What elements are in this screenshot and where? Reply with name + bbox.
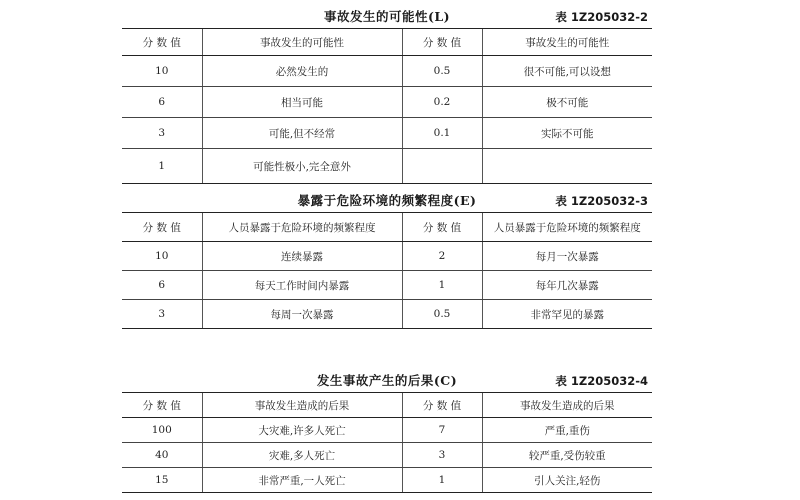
description-cell: 较严重,受伤较重: [482, 443, 652, 468]
score-cell: 3: [402, 443, 482, 468]
header-cell: 分 数 值: [402, 213, 482, 242]
description-cell: 极不可能: [482, 87, 652, 118]
description-cell: 每月一次暴露: [482, 242, 652, 271]
table-caption: [122, 370, 652, 392]
description-cell: 大灾难,许多人死亡: [202, 418, 402, 443]
description-cell: 连续暴露: [202, 242, 402, 271]
table-header-row: [122, 29, 652, 56]
description-cell: 每天工作时间内暴露: [202, 271, 402, 300]
table-row: [122, 418, 652, 443]
score-cell: 1: [402, 271, 482, 300]
table-number: 表 1Z205032-2: [555, 10, 648, 24]
table-row: [122, 56, 652, 87]
description-cell: 可能性极小,完全意外: [202, 149, 402, 184]
table-title: 事故发生的可能性(L): [323, 9, 451, 24]
description-cell: 可能,但不经常: [202, 118, 402, 149]
header-cell: 事故发生造成的后果: [482, 393, 652, 418]
description-cell: 实际不可能: [482, 118, 652, 149]
score-cell: 1: [402, 468, 482, 493]
score-cell: 0.1: [402, 118, 482, 149]
table-header-row: [122, 213, 652, 242]
score-cell: 6: [122, 87, 202, 118]
table-block-exposure: [122, 190, 652, 329]
description-cell: 非常严重,一人死亡: [202, 468, 402, 493]
header-cell: 分 数 值: [122, 393, 202, 418]
table-row: [122, 118, 652, 149]
score-cell: 6: [122, 271, 202, 300]
description-cell: 灾难,多人死亡: [202, 443, 402, 468]
score-cell: 0.5: [402, 300, 482, 329]
table-row: [122, 271, 652, 300]
table-row: [122, 87, 652, 118]
description-cell: 非常罕见的暴露: [482, 300, 652, 329]
exposure-table: [122, 212, 652, 329]
table-number: 表 1Z205032-4: [555, 374, 648, 388]
score-cell: 40: [122, 443, 202, 468]
table-row: [122, 149, 652, 184]
description-cell: 每年几次暴露: [482, 271, 652, 300]
description-cell: 每周一次暴露: [202, 300, 402, 329]
table-header-row: [122, 393, 652, 418]
score-cell: 2: [402, 242, 482, 271]
table-number: 表 1Z205032-3: [555, 194, 648, 208]
description-cell: 相当可能: [202, 87, 402, 118]
header-cell: 事故发生造成的后果: [202, 393, 402, 418]
description-cell: [482, 149, 652, 184]
table-row: [122, 300, 652, 329]
header-cell: 分 数 值: [402, 29, 482, 56]
description-cell: 引人关注,轻伤: [482, 468, 652, 493]
header-cell: 事故发生的可能性: [482, 29, 652, 56]
table-block-likelihood: [122, 6, 652, 184]
table-caption: [122, 190, 652, 212]
header-cell: 分 数 值: [122, 29, 202, 56]
score-cell: 15: [122, 468, 202, 493]
score-cell: 7: [402, 418, 482, 443]
description-cell: 必然发生的: [202, 56, 402, 87]
score-cell: 10: [122, 56, 202, 87]
score-cell: 10: [122, 242, 202, 271]
header-cell: 分 数 值: [402, 393, 482, 418]
score-cell: 3: [122, 300, 202, 329]
score-cell: 0.5: [402, 56, 482, 87]
consequence-table: [122, 392, 652, 493]
header-cell: 人员暴露于危险环境的频繁程度: [482, 213, 652, 242]
description-cell: 严重,重伤: [482, 418, 652, 443]
score-cell: 3: [122, 118, 202, 149]
table-title: 暴露于危险环境的频繁程度(E): [297, 193, 477, 208]
table-row: [122, 443, 652, 468]
description-cell: 很不可能,可以设想: [482, 56, 652, 87]
score-cell: 100: [122, 418, 202, 443]
table-caption: [122, 6, 652, 28]
header-cell: 分 数 值: [122, 213, 202, 242]
table-title: 发生事故产生的后果(C): [316, 373, 458, 388]
score-cell: [402, 149, 482, 184]
table-row: [122, 468, 652, 493]
header-cell: 人员暴露于危险环境的频繁程度: [202, 213, 402, 242]
table-row: [122, 242, 652, 271]
score-cell: 1: [122, 149, 202, 184]
header-cell: 事故发生的可能性: [202, 29, 402, 56]
table-block-consequence: [122, 370, 652, 493]
likelihood-table: [122, 28, 652, 184]
score-cell: 0.2: [402, 87, 482, 118]
